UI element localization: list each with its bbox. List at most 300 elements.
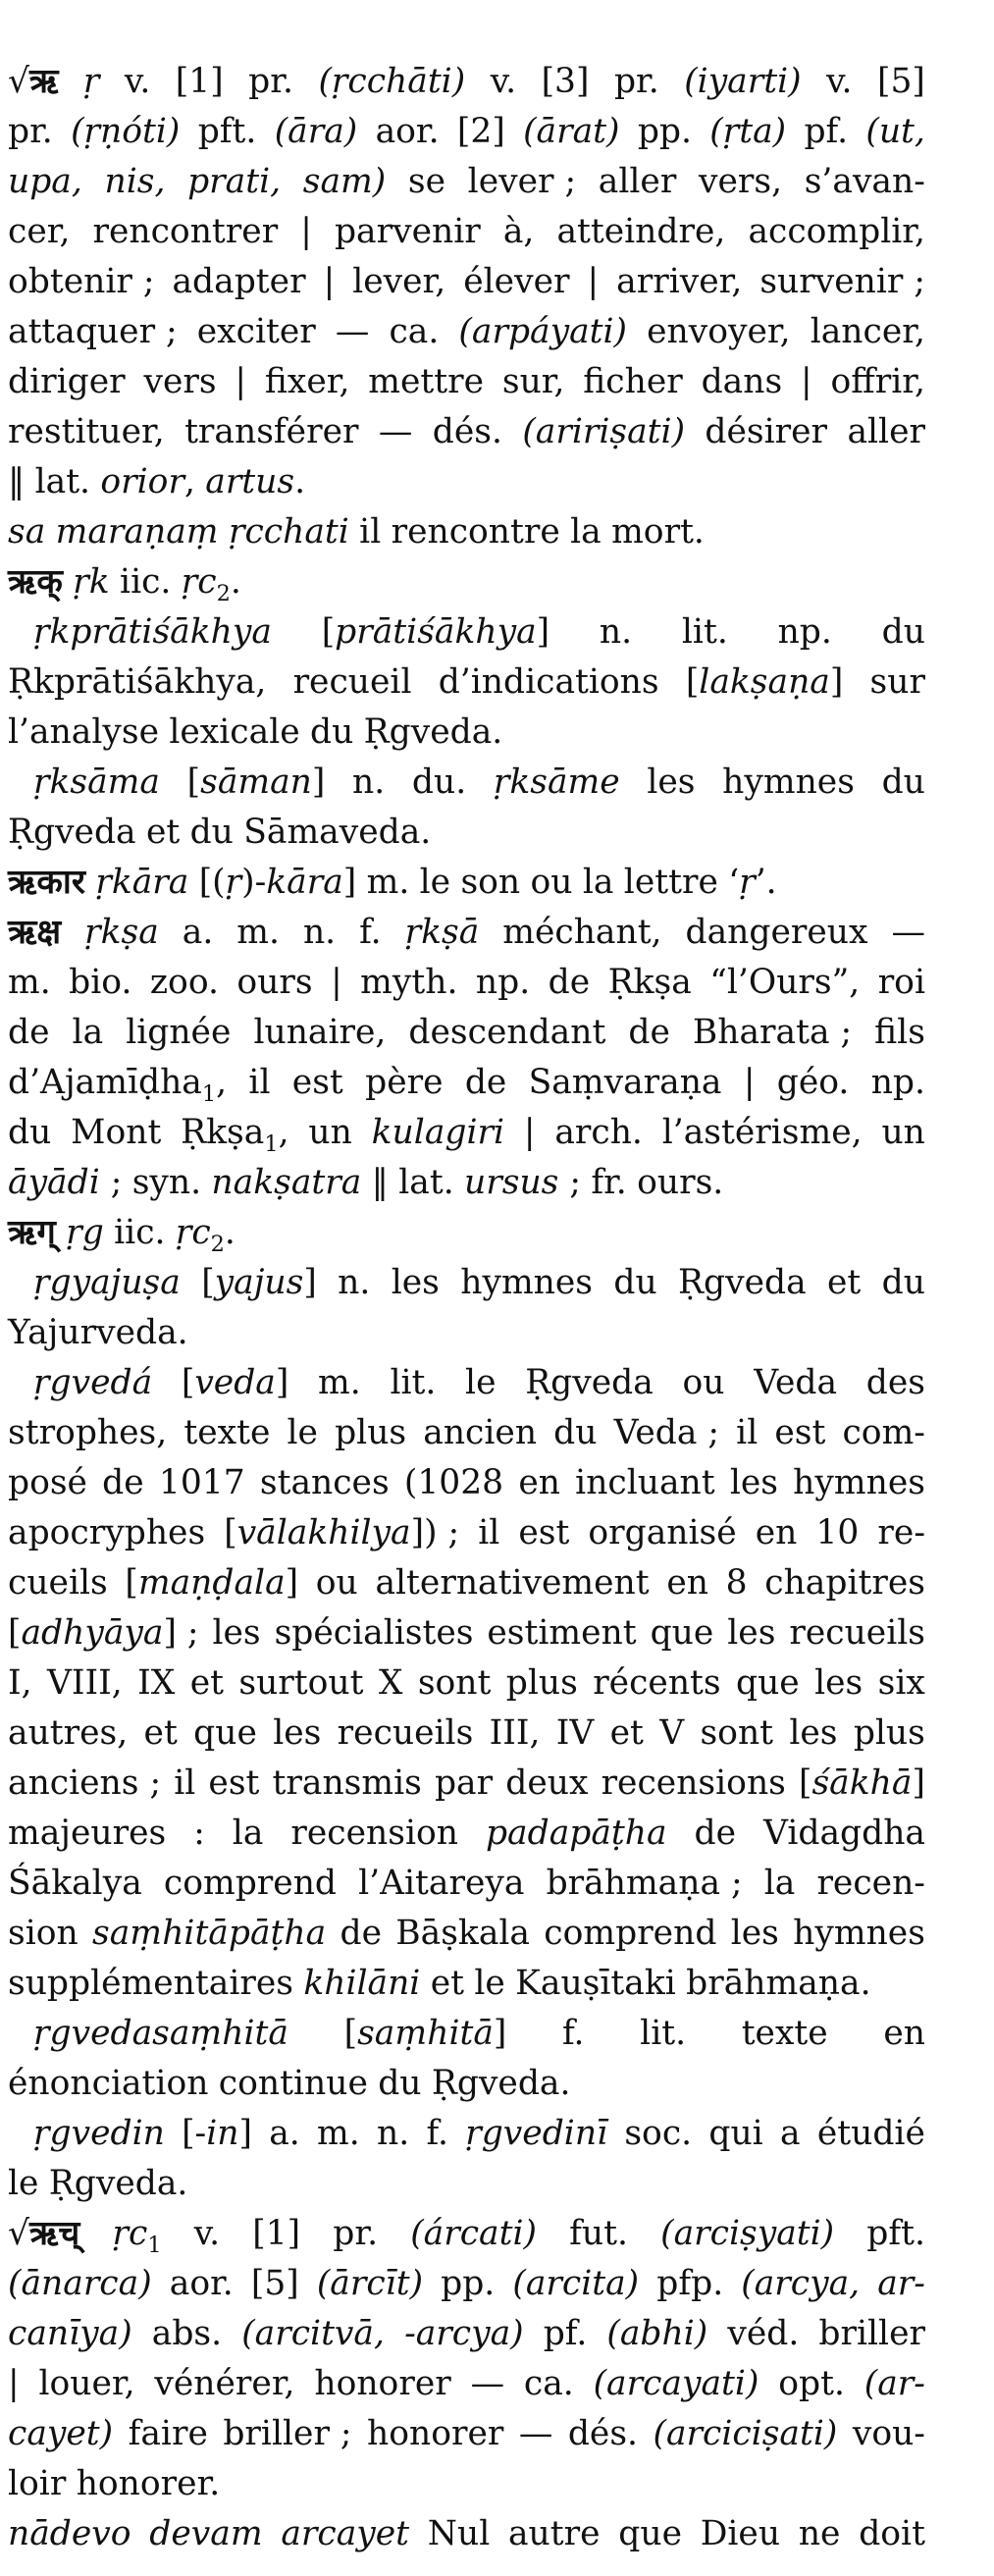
italic-text: (ṛcchāti)	[318, 62, 466, 101]
text: vou-	[852, 2414, 925, 2453]
text: opt.	[778, 2364, 845, 2403]
text: —	[518, 2414, 553, 2453]
text: de	[548, 963, 591, 1002]
word	[709, 958, 860, 1008]
text: cueils	[8, 1563, 108, 1603]
text: en	[883, 2014, 925, 2053]
text: |	[323, 262, 336, 301]
text: recensions	[601, 1763, 786, 1803]
italic-text: artus	[205, 462, 295, 501]
text: com-	[842, 1413, 925, 1452]
text: Yajurveda.	[8, 1313, 188, 1352]
word	[33, 758, 160, 808]
word	[471, 2359, 505, 2409]
text: .	[294, 462, 306, 501]
word	[793, 1909, 925, 1959]
word	[486, 1809, 667, 1859]
text: anciens ;	[8, 1763, 162, 1803]
word	[181, 1108, 288, 1158]
word	[331, 958, 342, 1008]
word	[352, 758, 385, 808]
word	[549, 958, 591, 1008]
word	[8, 2159, 38, 2209]
word	[150, 958, 219, 1008]
word	[308, 1108, 351, 1158]
word	[290, 1809, 458, 1859]
word	[614, 57, 659, 107]
word	[877, 2259, 925, 2309]
text: apocryphes	[8, 1513, 206, 1552]
italic-text: ṛ	[82, 62, 100, 101]
word	[137, 1658, 175, 1709]
word	[490, 1709, 541, 1759]
text: Vidagdha	[763, 1814, 925, 1853]
text: |	[743, 1063, 756, 1102]
text: parvenir	[334, 212, 481, 251]
text: n.	[338, 1263, 371, 1302]
text: ]	[829, 662, 844, 702]
word	[508, 2509, 601, 2559]
text: organisé	[588, 1513, 737, 1552]
word	[8, 1709, 128, 1759]
text: |	[587, 262, 600, 301]
text: m.	[236, 913, 280, 952]
italic-text: (árcati)	[410, 2214, 537, 2253]
word	[891, 908, 925, 958]
text: ‘	[728, 863, 740, 902]
word	[640, 2009, 686, 2059]
entry-line	[8, 1658, 925, 1709]
text: sion	[8, 1914, 78, 1953]
word	[303, 1959, 420, 2009]
word	[176, 1208, 235, 1258]
text: recen-	[816, 1864, 925, 1903]
text: pr.	[8, 112, 53, 151]
text: Ṛkṣa	[607, 963, 692, 1002]
text: les	[273, 1713, 322, 1753]
italic-text: orior	[100, 462, 184, 501]
word	[8, 2459, 66, 2509]
text: fut.	[569, 2214, 628, 2253]
devanagari-headword: ऋ	[28, 62, 59, 101]
text: lever ;	[467, 162, 577, 201]
entry-line	[8, 607, 925, 657]
text: lat.	[34, 462, 91, 501]
word	[608, 958, 692, 1008]
entry-line	[8, 1859, 925, 1909]
text: honorer	[314, 2364, 451, 2403]
text: pft.	[866, 2214, 925, 2253]
text: il	[359, 512, 382, 552]
entry-line	[8, 507, 925, 557]
entry-line	[8, 2059, 925, 2109]
word	[33, 1258, 181, 1308]
text: [	[224, 1513, 237, 1552]
italic-text: adhyāya	[21, 1613, 164, 1653]
text: le	[419, 863, 451, 902]
word	[73, 1008, 104, 1058]
text: [	[186, 762, 201, 802]
text: np.	[475, 963, 531, 1002]
text: :	[193, 1814, 205, 1853]
word	[877, 1508, 925, 1558]
word	[208, 1759, 259, 1809]
text: exciter	[196, 312, 316, 351]
italic-text: (ṛṇóti)	[71, 112, 181, 151]
text: [	[125, 1563, 138, 1603]
word	[569, 2209, 628, 2259]
entry-line	[8, 808, 925, 858]
word	[275, 1608, 474, 1658]
word	[390, 1358, 436, 1408]
word	[8, 307, 178, 357]
word	[333, 2209, 378, 2259]
word	[143, 357, 216, 407]
text: Bāṣkala	[395, 1914, 530, 1953]
text: l’analyse	[8, 712, 160, 752]
word	[69, 958, 131, 1008]
text: du	[8, 1113, 52, 1152]
text: offrir,	[830, 362, 925, 401]
word	[457, 107, 505, 157]
text: dans	[701, 362, 783, 401]
text: du	[881, 1263, 925, 1302]
text: ]	[303, 1263, 317, 1302]
word	[778, 2359, 845, 2409]
word	[588, 1508, 736, 1558]
word	[338, 1709, 474, 1759]
word	[465, 1358, 496, 1408]
word	[73, 557, 109, 607]
text: la	[72, 1013, 104, 1052]
italic-text: vālakhilya	[236, 1513, 411, 1552]
word	[8, 1859, 142, 1909]
text: |	[523, 1113, 536, 1152]
text: est	[774, 1413, 826, 1452]
text: abs.	[151, 2314, 223, 2353]
text: Mont	[71, 1113, 162, 1152]
text: Ṛgveda	[525, 1363, 654, 1402]
word	[763, 1809, 925, 1859]
text: dangereux	[685, 913, 868, 952]
word	[731, 1909, 779, 1959]
text: pr.	[248, 62, 293, 101]
word	[8, 1208, 56, 1258]
word	[435, 1759, 493, 1809]
text: bio.	[69, 963, 132, 1002]
word	[265, 357, 350, 407]
text: alternativement	[375, 1563, 650, 1603]
word	[842, 1408, 924, 1458]
word	[519, 2409, 553, 2459]
text: en	[666, 1563, 708, 1603]
text: ]	[536, 612, 550, 652]
word	[8, 1608, 199, 1658]
word	[182, 1358, 289, 1408]
text: v.	[490, 62, 517, 101]
italic-text: ṛksāme	[493, 762, 620, 802]
word	[523, 107, 619, 157]
text: s’avan-	[804, 162, 925, 201]
word	[778, 607, 832, 657]
word	[8, 1408, 167, 1458]
text: du	[881, 612, 925, 652]
entry-line	[8, 57, 925, 107]
text: est	[518, 1513, 570, 1552]
text: a.	[269, 2114, 300, 2153]
text: ]	[342, 863, 357, 902]
text: géo.	[776, 1063, 850, 1102]
text: louer,	[38, 2364, 135, 2403]
italic-text: ṛ	[739, 863, 756, 902]
italic-text: veda	[194, 1363, 276, 1402]
italic-text: ar-	[877, 2264, 925, 2303]
text: .	[224, 1213, 235, 1252]
word	[8, 708, 159, 758]
text: ;	[558, 1163, 581, 1202]
word	[129, 2409, 208, 2459]
text: transférer	[184, 412, 359, 451]
text: il	[248, 1063, 271, 1102]
text: supplémentaires	[8, 1964, 293, 2003]
word	[8, 1108, 51, 1158]
word	[610, 1709, 644, 1759]
text: pf.	[804, 112, 849, 151]
text: les	[814, 1663, 863, 1703]
word	[125, 57, 150, 107]
word	[372, 1108, 504, 1158]
text: [	[201, 1263, 215, 1302]
text: majeures	[8, 1814, 167, 1853]
word	[174, 1759, 195, 1809]
italic-text: ṛc	[175, 1213, 211, 1252]
word	[8, 1308, 188, 1358]
italic-text: ṛgvedinī	[465, 2114, 608, 2153]
word	[866, 1358, 925, 1408]
text: le	[465, 1363, 497, 1402]
word	[728, 858, 776, 908]
square-root-icon: √	[8, 2214, 29, 2253]
entry-line	[8, 2159, 925, 2209]
word	[132, 1158, 201, 1208]
text: ou	[530, 863, 573, 902]
word	[628, 1008, 670, 1058]
text: ;	[99, 1163, 123, 1202]
word	[684, 57, 801, 107]
word	[522, 407, 685, 457]
text: plus	[505, 1663, 578, 1703]
italic-text: ṛgvedá	[33, 1363, 153, 1402]
italic-text: ṛgyajuṣa	[33, 1263, 181, 1302]
word	[412, 758, 466, 808]
word	[71, 1108, 161, 1158]
text: de	[694, 1814, 737, 1853]
text: myth.	[360, 963, 458, 1002]
word	[591, 1158, 626, 1208]
italic-text: upa,	[8, 162, 82, 201]
word	[199, 858, 357, 908]
word	[184, 407, 358, 457]
text: mort.	[611, 512, 705, 552]
word	[878, 1658, 925, 1709]
word	[468, 157, 576, 207]
text: hymnes	[722, 762, 855, 802]
text: [	[8, 1613, 22, 1653]
word	[881, 1108, 924, 1158]
word	[8, 2409, 113, 2459]
entry-line	[8, 457, 925, 507]
text: des	[865, 1363, 925, 1402]
text: surtout	[238, 1663, 364, 1703]
italic-text: lakṣaṇa	[699, 662, 830, 702]
word	[8, 507, 45, 557]
word	[583, 357, 682, 407]
dictionary-entry-rc-example	[8, 2509, 925, 2559]
word	[182, 557, 241, 607]
word	[8, 1458, 87, 1508]
text: du	[378, 2064, 422, 2103]
text: de	[8, 1013, 50, 1052]
word	[8, 2359, 20, 2409]
word	[726, 1558, 748, 1608]
word	[236, 908, 280, 958]
italic-text: ṛc	[112, 2214, 148, 2253]
text: lancer,	[810, 312, 925, 351]
text: les	[212, 1613, 261, 1653]
word	[814, 1658, 863, 1709]
word	[556, 207, 725, 257]
word	[293, 657, 412, 708]
text: posé	[8, 1463, 87, 1502]
entry-line	[8, 758, 925, 808]
text: [1]	[175, 62, 224, 101]
word	[678, 1258, 807, 1308]
word	[260, 1458, 390, 1508]
word	[322, 607, 549, 657]
text: Śākalya	[8, 1864, 142, 1903]
text: adapter	[172, 262, 306, 301]
text: vénérer,	[154, 2364, 295, 2403]
text: a	[779, 2114, 801, 2153]
word	[736, 1408, 758, 1458]
word	[336, 307, 370, 357]
italic-text: (ut,	[865, 112, 925, 151]
entry-line	[8, 1158, 925, 1208]
text: ]	[493, 2014, 507, 2053]
word	[465, 2109, 607, 2159]
text: aller	[847, 412, 925, 451]
word	[316, 1558, 358, 1608]
entry-line	[8, 1458, 925, 1508]
word	[515, 1959, 676, 2009]
text: pfp.	[656, 2264, 724, 2303]
text: lit.	[640, 2014, 687, 2053]
word	[502, 908, 661, 958]
text: lignée	[126, 1013, 232, 1052]
word	[505, 1759, 588, 1809]
word	[8, 557, 63, 607]
text: la	[763, 1864, 796, 1903]
subscript-index: 1	[264, 1130, 279, 1157]
word	[503, 207, 535, 257]
word	[392, 507, 560, 557]
italic-text: (ānarca)	[8, 2264, 152, 2303]
text: spécialistes	[274, 1613, 474, 1653]
word	[169, 708, 299, 758]
text: Bharata ;	[692, 1013, 853, 1052]
text: du	[881, 762, 925, 802]
italic-text: in	[206, 2114, 239, 2153]
text: fils	[874, 1013, 925, 1052]
word	[83, 57, 100, 107]
word	[317, 2259, 423, 2309]
text: l’astérisme,	[661, 1113, 863, 1152]
word	[379, 407, 413, 457]
word	[709, 107, 786, 157]
word	[303, 908, 336, 958]
italic-text: saṃhitāpāṭha	[92, 1914, 327, 1953]
text: —	[335, 312, 370, 351]
text: mettre	[368, 362, 485, 401]
entry-line	[8, 1308, 925, 1358]
word	[653, 2409, 837, 2459]
word	[748, 207, 925, 257]
text: que	[193, 1713, 257, 1753]
word	[248, 57, 293, 107]
word	[8, 2309, 132, 2359]
text: transmis	[272, 1763, 422, 1803]
word	[428, 2509, 490, 2559]
word	[8, 958, 51, 1008]
word	[8, 457, 25, 507]
text: sur	[869, 662, 925, 702]
text: accomplir,	[748, 212, 925, 251]
text: dés.	[432, 412, 502, 451]
text: v.	[124, 62, 151, 101]
word	[190, 808, 234, 858]
text: n.	[599, 612, 633, 652]
text: arriver,	[616, 262, 743, 301]
italic-text: (ar-	[863, 2364, 925, 2403]
word	[404, 1458, 503, 1508]
word	[656, 2259, 723, 2309]
word	[801, 357, 812, 407]
text: que	[618, 2514, 682, 2553]
text: ,	[216, 1063, 228, 1102]
word	[8, 908, 61, 958]
italic-text: cayet)	[8, 2414, 114, 2453]
text: aller	[598, 162, 677, 201]
word	[248, 1058, 270, 1108]
word	[219, 2059, 368, 2109]
word	[777, 1058, 850, 1108]
text: ]	[285, 1563, 299, 1603]
text: texte	[183, 1413, 271, 1452]
word	[764, 1558, 925, 1608]
entry-line	[8, 858, 925, 908]
text: 1017	[158, 1463, 245, 1502]
text: arch.	[554, 1113, 643, 1152]
entry-line	[8, 1008, 925, 1058]
word	[84, 908, 159, 958]
word	[154, 2359, 294, 2409]
italic-text: ṛgvedin	[33, 2114, 165, 2153]
word	[618, 2509, 682, 2559]
entry-line	[8, 1408, 925, 1458]
word	[201, 1258, 317, 1308]
text: aor.	[169, 2264, 234, 2303]
italic-text: (āra)	[274, 112, 358, 151]
